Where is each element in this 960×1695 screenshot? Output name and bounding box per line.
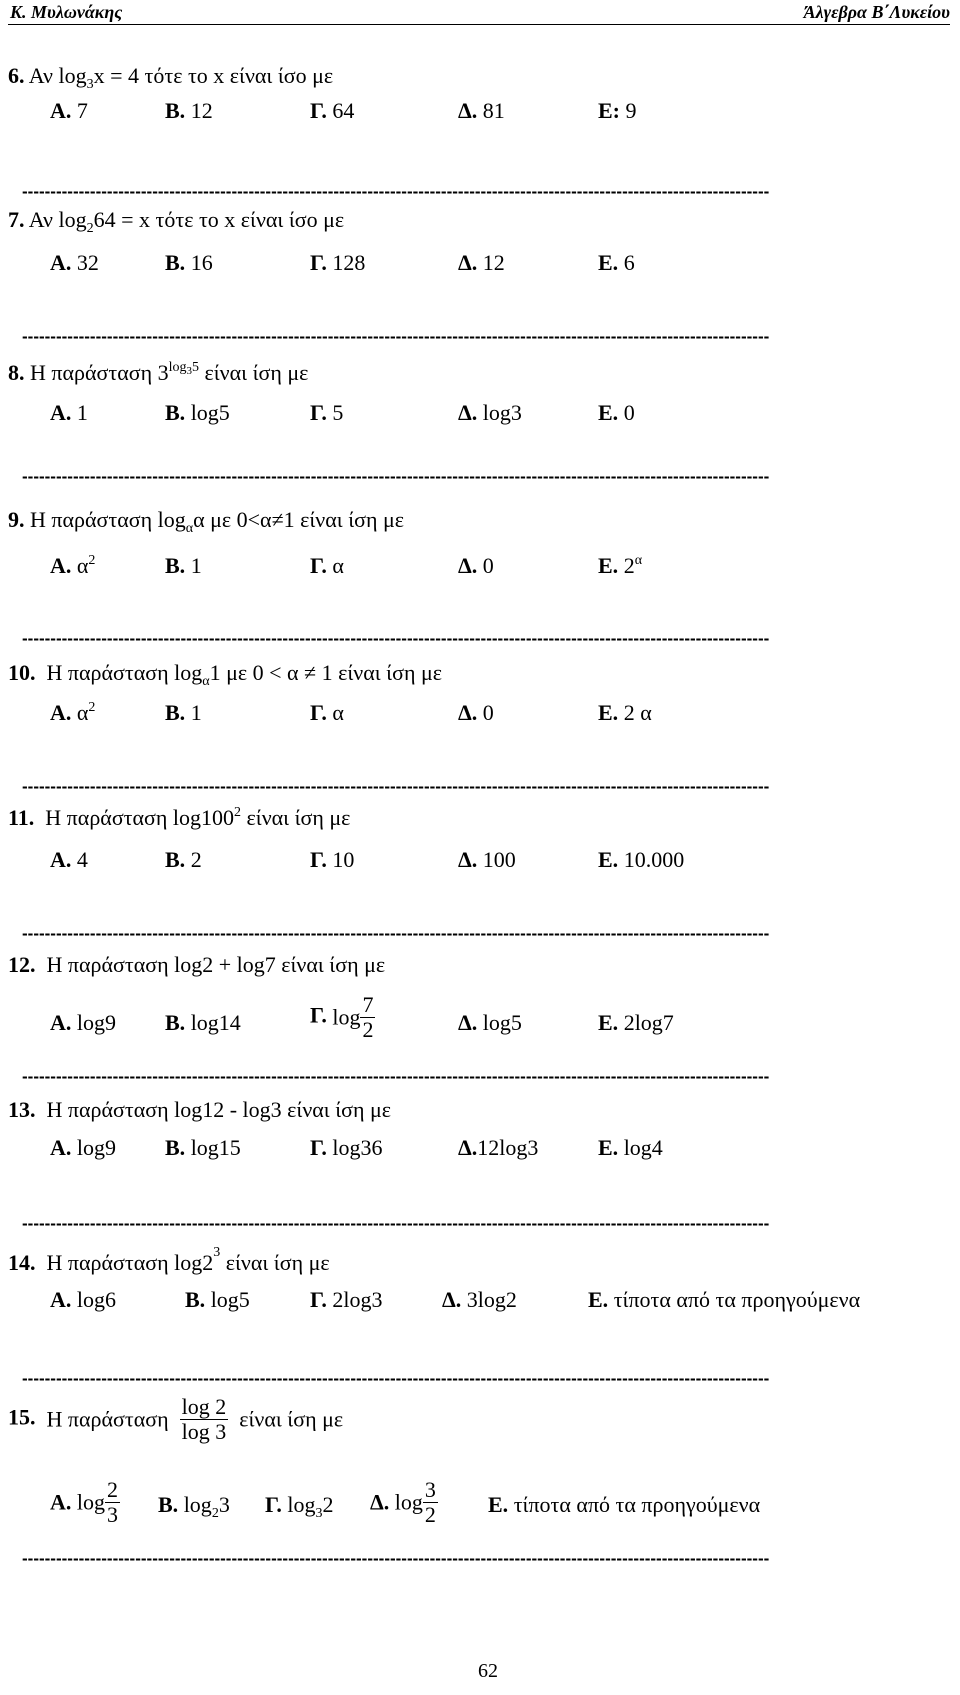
q10-option-e: Ε. 2 α: [598, 700, 652, 725]
q11-option-d: Δ. 100: [458, 847, 516, 872]
header-book-title: Άλγεβρα Β΄Λυκείου: [803, 2, 950, 22]
separator: ------------------------------------------------------------------------------------------------------------------------------------: [22, 780, 770, 794]
question-13: 13. Η παράσταση log12 - log3 είναι ίση με: [8, 1097, 392, 1122]
separator: ------------------------------------------------------------------------------------------------------------------------------------: [22, 1552, 770, 1566]
q15-option-d: Δ. log $\frac{3}{2}$: [370, 1477, 436, 1527]
q13-option-d: Δ.12log3: [458, 1135, 539, 1160]
q12-option-b: Β. log14: [165, 1010, 241, 1035]
q9-option-e: Ε. $2^\alpha$: [598, 553, 643, 578]
q7-option-e: Ε. 6: [598, 250, 635, 275]
q10-option-d: Δ. 0: [458, 700, 494, 725]
q10-option-b: Β. 1: [165, 700, 202, 725]
question-6: 6. Αν $\log_3x = 4$ τότε το x είναι ίσο με: [8, 63, 334, 92]
q6-option-c: Γ. 64: [310, 98, 355, 123]
q14-option-a: Α. log6: [50, 1287, 117, 1312]
q8-option-b: Β. log5: [165, 400, 230, 425]
q10-option-a: Α. $\alpha^2$: [50, 700, 96, 725]
q9-option-b: Β. 1: [165, 553, 202, 578]
question-8: 8. Η παράσταση $3^{log_35}$ είναι ίση με: [8, 360, 309, 385]
q13-option-e: Ε. log4: [598, 1135, 663, 1160]
separator: ------------------------------------------------------------------------------------------------------------------------------------: [22, 1217, 770, 1231]
q8-option-a: Α. 1: [50, 400, 88, 425]
q6-option-d: Δ. 81: [458, 98, 505, 123]
q15-option-b: Β. $\log_23$: [158, 1492, 230, 1521]
separator: ------------------------------------------------------------------------------------------------------------------------------------: [22, 330, 770, 344]
q11-option-a: Α. 4: [50, 847, 88, 872]
q13-option-c: Γ. log36: [310, 1135, 383, 1160]
header-author: Κ. Μυλωνάκης: [10, 2, 123, 22]
separator: ------------------------------------------------------------------------------------------------------------------------------------: [22, 1070, 770, 1084]
q14-option-d: Δ. 3log2: [442, 1287, 517, 1312]
q6-option-e: Ε: 9: [598, 98, 637, 123]
question-7: 7. Αν $\log_264 = x$ τότε το x είναι ίσο με: [8, 207, 345, 236]
q14-option-b: Β. log5: [185, 1287, 250, 1312]
q9-option-c: Γ. α: [310, 553, 344, 578]
question-14: 14. Η παράσταση $\log 2^3$ είναι ίση με: [8, 1245, 330, 1275]
q7-option-c: Γ. 128: [310, 250, 366, 275]
q9-option-a: Α. $\alpha^2$: [50, 553, 96, 578]
question-15: 15. Η παράσταση $\frac{\log 2}{\log 3}$ είναι ίση με: [8, 1394, 344, 1444]
q9-option-d: Δ. 0: [458, 553, 494, 578]
q14-option-c: Γ. 2log3: [310, 1287, 383, 1312]
q8-option-d: Δ. log3: [458, 400, 522, 425]
q11-option-b: Β. 2: [165, 847, 202, 872]
separator: ------------------------------------------------------------------------------------------------------------------------------------: [22, 632, 770, 646]
header-rule: [8, 24, 950, 25]
q12-option-a: Α. log9: [50, 1010, 117, 1035]
q8-option-c: Γ. 5: [310, 400, 344, 425]
q8-option-e: Ε. 0: [598, 400, 635, 425]
separator: ------------------------------------------------------------------------------------------------------------------------------------: [22, 470, 770, 484]
q12-option-d: Δ. log5: [458, 1010, 522, 1035]
separator: ------------------------------------------------------------------------------------------------------------------------------------: [22, 1372, 770, 1386]
q7-option-d: Δ. 12: [458, 250, 505, 275]
q13-option-b: Β. log15: [165, 1135, 241, 1160]
q13-option-a: Α. log9: [50, 1135, 117, 1160]
q6-option-b: Β. 12: [165, 98, 213, 123]
q15-option-a: Α. log $\frac{2}{3}$: [50, 1477, 119, 1527]
separator: ------------------------------------------------------------------------------------------------------------------------------------: [22, 927, 770, 941]
q10-option-c: Γ. α: [310, 700, 344, 725]
q11-option-e: Ε. 10.000: [598, 847, 685, 872]
question-9: 9. Η παράσταση $\log_\alpha\alpha$ με 0<α≠1 είναι ίση με: [8, 507, 405, 536]
page-number: 62: [478, 1660, 498, 1682]
question-10: 10. Η παράσταση $\log_\alpha 1$ με 0 < α ≠ 1 είναι ίση με: [8, 660, 442, 689]
q12-option-e: Ε. 2log7: [598, 1010, 674, 1035]
q15-option-e: Ε. τίποτα από τα προηγούμενα: [488, 1492, 761, 1517]
separator: ------------------------------------------------------------------------------------------------------------------------------------: [22, 185, 770, 199]
q15-option-c: Γ. $\log_32$: [265, 1492, 334, 1521]
q11-option-c: Γ. 10: [310, 847, 355, 872]
q7-option-a: Α. 32: [50, 250, 99, 275]
q12-option-c: Γ. log $\frac{7}{2}$: [310, 992, 374, 1042]
q7-option-b: Β. 16: [165, 250, 213, 275]
question-11: 11. Η παράσταση $\log 100^2$ είναι ίση με: [8, 805, 351, 830]
question-12: 12. Η παράσταση log2 + log7 είναι ίση με: [8, 952, 386, 977]
q6-option-a: Α. 7: [50, 98, 88, 123]
q14-option-e: Ε. τίποτα από τα προηγούμενα: [588, 1287, 861, 1312]
